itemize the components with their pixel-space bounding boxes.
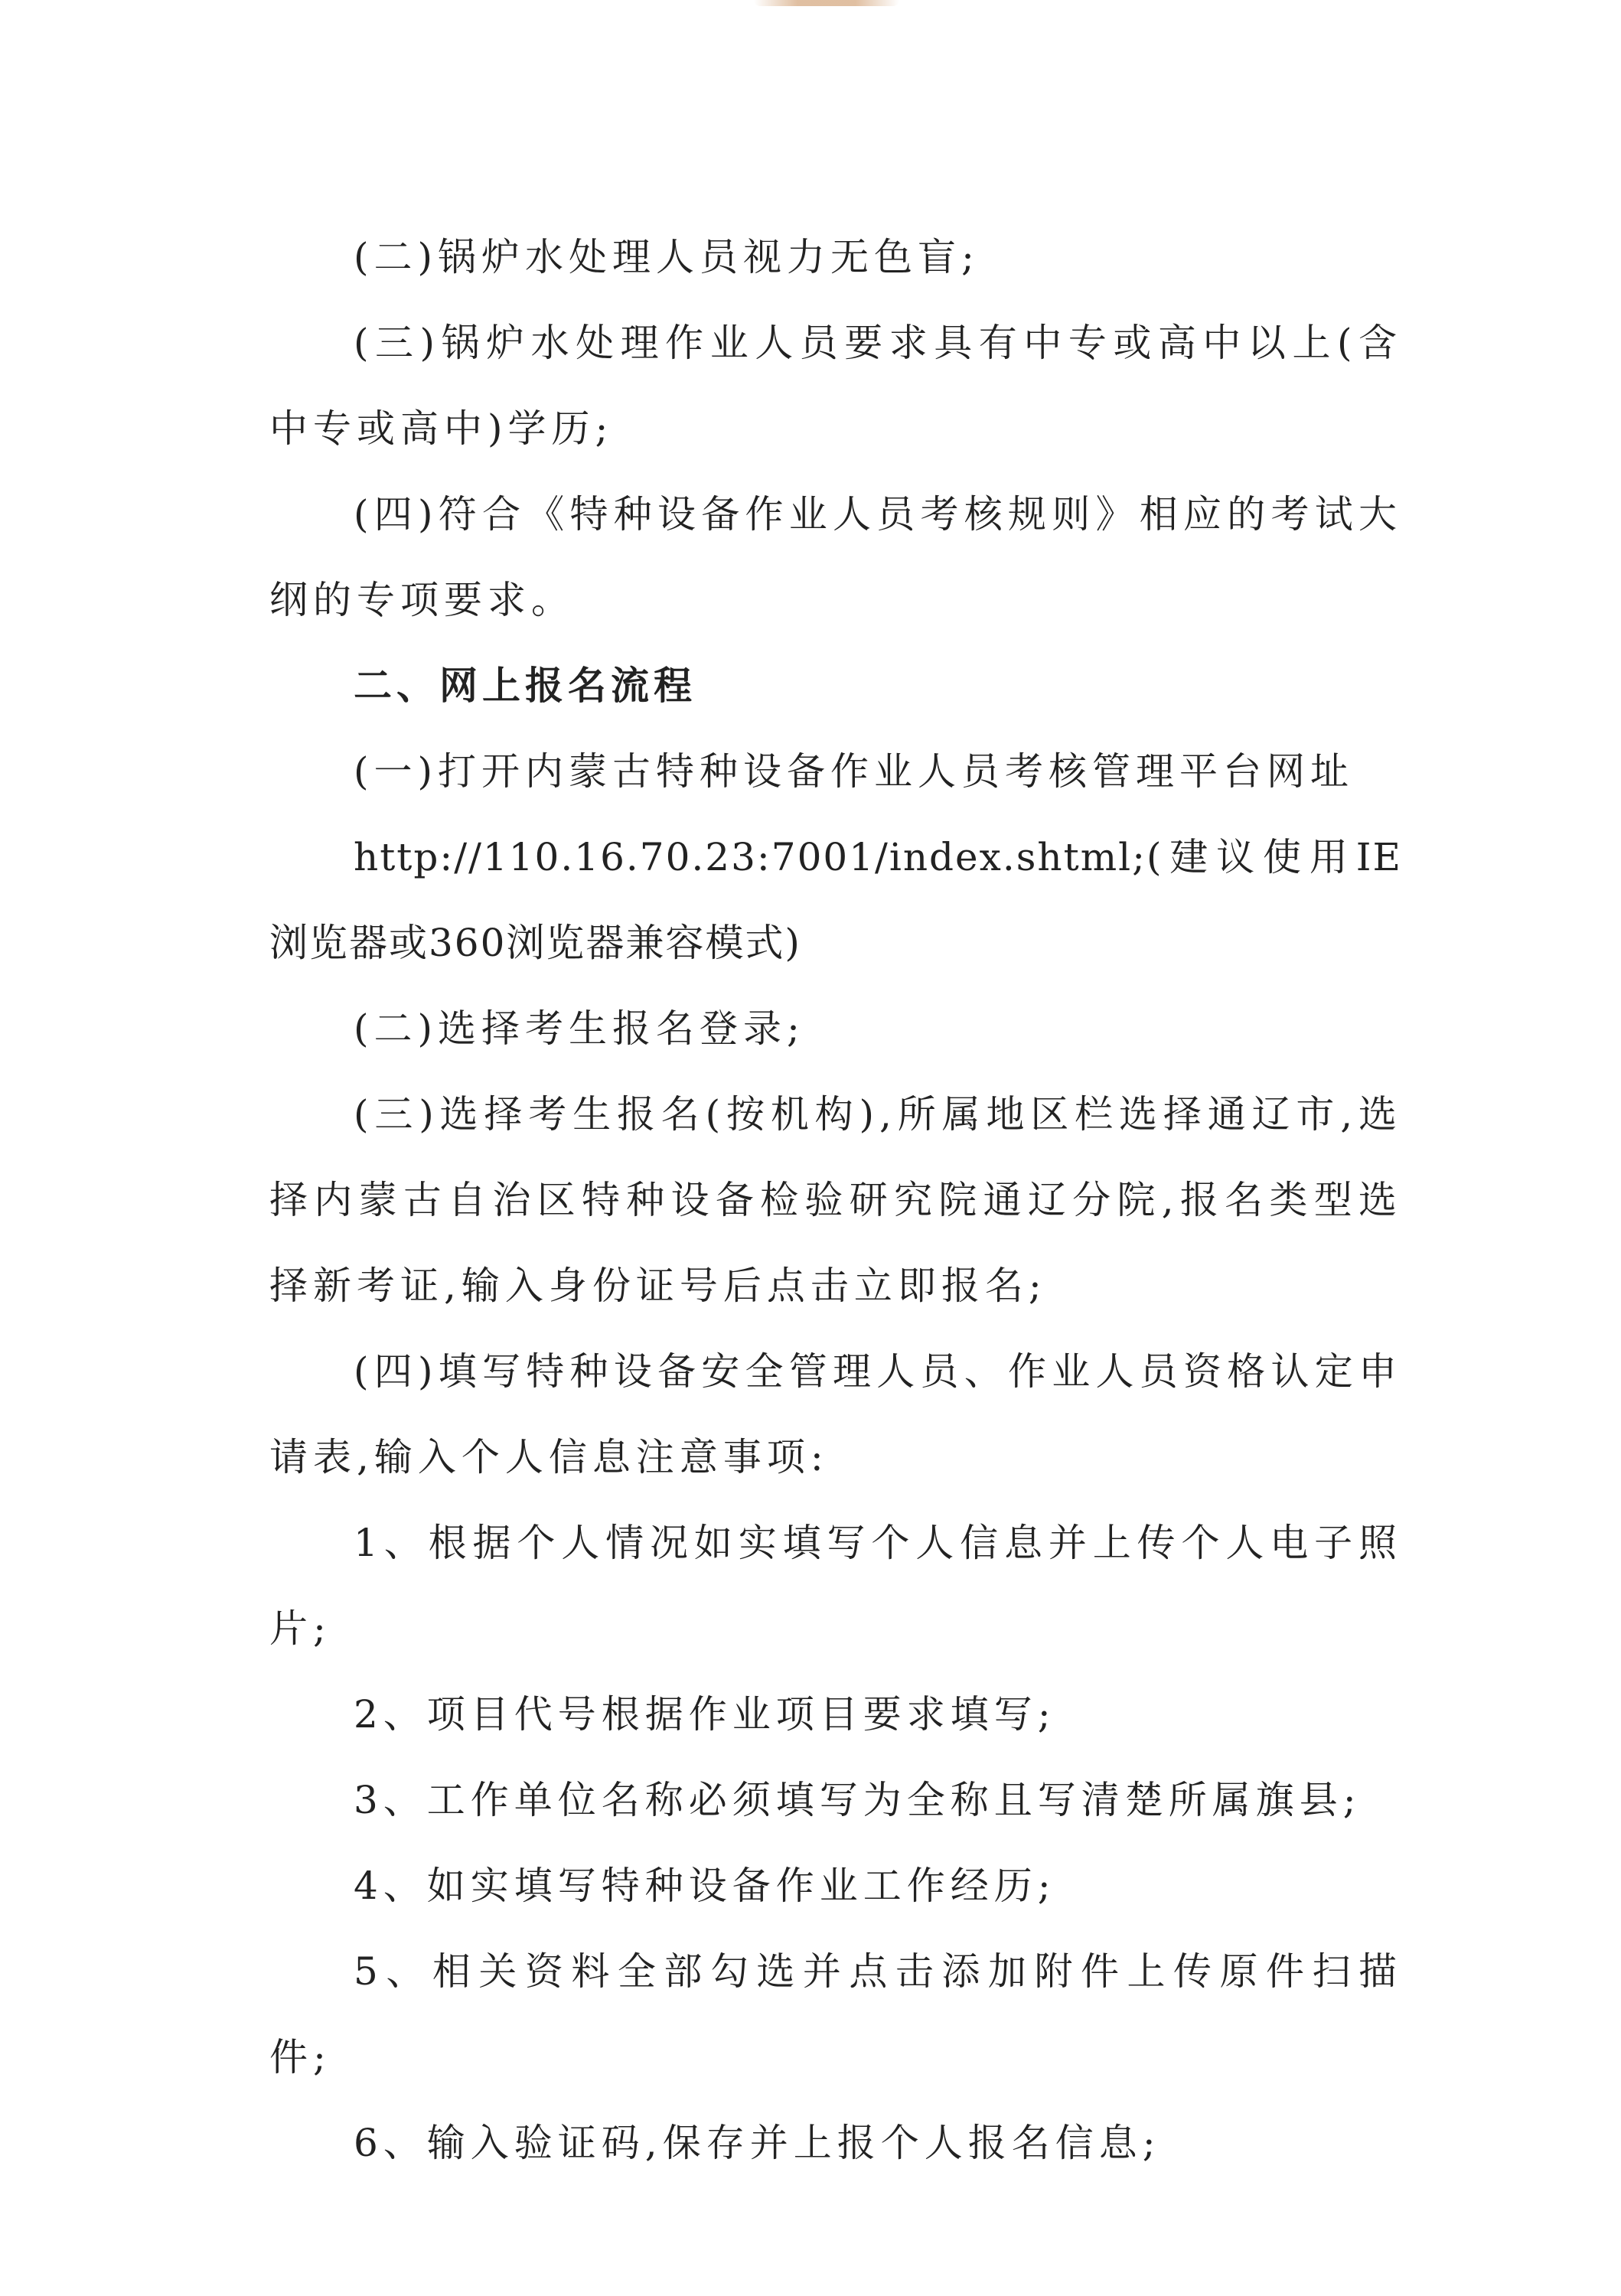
paragraph-choose-login: (二)选择考生报名登录;: [354, 1006, 805, 1051]
scan-edge-mark: [754, 0, 899, 6]
list-item-work-experience: 4、如实填写特种设备作业工作经历;: [354, 1864, 1056, 1908]
list-item-personal-info: 1、根据个人情况如实填写个人信息并上传个人电子照片;: [269, 1521, 1402, 1651]
paragraph-fill-application: (四)填写特种设备安全管理人员、作业人员资格认定申请表,输入个人信息注意事项:: [269, 1349, 1402, 1479]
paragraph-exam-outline-requirement: (四)符合《特种设备作业人员考核规则》相应的考试大纲的专项要求。: [269, 492, 1402, 622]
paragraph-choose-institution: (三)选择考生报名(按机构),所属地区栏选择通辽市,选择内蒙古自治区特种设备检验研究院通辽分院,报名类型选择新考证,输入身份证号后点击立即报名;: [269, 1092, 1402, 1308]
document-body: [269, 214, 1402, 2186]
list-item-captcha-submit: 6、输入验证码,保存并上报个人报名信息;: [354, 2121, 1161, 2165]
paragraph-platform-url: http://110.16.70.23:7001/index.shtml;(建议使用IE浏览器或360浏览器兼容模式): [269, 835, 1402, 965]
list-item-upload-attachments: 5、相关资料全部勾选并点击添加附件上传原件扫描件;: [269, 1949, 1402, 2079]
list-item-project-code: 2、项目代号根据作业项目要求填写;: [354, 1692, 1056, 1737]
paragraph-vision-requirement: (二)锅炉水处理人员视力无色盲;: [354, 235, 980, 279]
list-item-employer-name: 3、工作单位名称必须填写为全称且写清楚所属旗县;: [354, 1778, 1362, 1822]
section-heading-online-registration: 二、网上报名流程: [354, 664, 696, 708]
paragraph-education-requirement: (三)锅炉水处理作业人员要求具有中专或高中以上(含中专或高中)学历;: [269, 321, 1402, 451]
paragraph-open-platform: (一)打开内蒙古特种设备作业人员考核管理平台网址: [354, 749, 1355, 794]
